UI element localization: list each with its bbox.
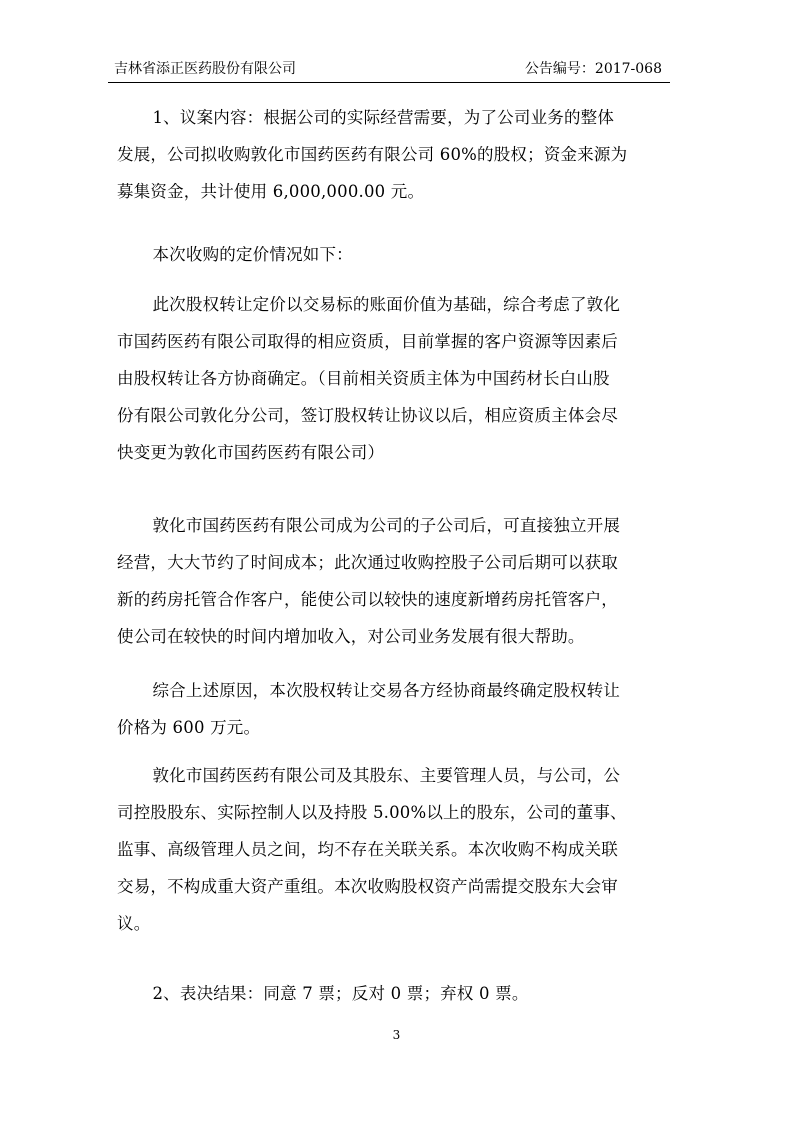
- text-line: 发展，公司拟收购敦化市国药医药有限公司 60%的股权；资金来源为: [117, 145, 628, 164]
- text-line: 价格为 600 万元。: [117, 718, 261, 737]
- page-number: 3: [392, 1028, 401, 1042]
- text-line: 2、表决结果：同意 7 票；反对 0 票；弃权 0 票。: [152, 984, 529, 1003]
- company-name: 吉林省添正医药股份有限公司: [114, 61, 296, 77]
- text-line: 监事、高级管理人员之间，均不存在关联关系。本次收购不构成关联: [117, 840, 618, 859]
- text-line: 募集资金，共计使用 6,000,000.00 元。: [117, 182, 425, 201]
- text-line: 使公司在较快的时间内增加收入，对公司业务发展有很大帮助。: [117, 627, 585, 646]
- text-line: 快变更为敦化市国药医药有限公司）: [117, 443, 385, 462]
- paragraph-subsidiary-benefits: [117, 507, 677, 655]
- paragraph-proposal-content: [117, 99, 677, 210]
- paragraph-related-parties: [117, 757, 677, 942]
- text-line: 议。: [117, 914, 151, 933]
- text-line: 份有限公司敦化分公司，签订股权转让协议以后，相应资质主体会尽: [117, 406, 618, 425]
- text-line: 市国药医药有限公司取得的相应资质，目前掌握的客户资源等因素后: [117, 332, 618, 351]
- paragraph-pricing-basis: [117, 286, 677, 471]
- text-line: 本次收购的定价情况如下：: [152, 245, 353, 264]
- text-line: 综合上述原因，本次股权转让交易各方经协商最终确定股权转让: [152, 681, 621, 700]
- paragraph-vote-result: [117, 975, 677, 1012]
- text-line: 新的药房托管合作客户，能使公司以较快的速度新增药房托管客户，: [117, 590, 618, 609]
- paragraph-pricing-intro: [117, 236, 677, 273]
- paragraph-final-price: [117, 672, 677, 746]
- text-line: 由股权转让各方协商确定。（目前相关资质主体为中国药材长白山股: [117, 369, 610, 388]
- text-line: 此次股权转让定价以交易标的账面价值为基础，综合考虑了敦化: [152, 295, 621, 314]
- page-header: [108, 58, 668, 80]
- notice-number: 公告编号：2017-068: [524, 61, 662, 77]
- text-line: 交易，不构成重大资产重组。本次收购股权资产尚需提交股东大会审: [117, 877, 618, 896]
- text-line: 敦化市国药医药有限公司成为公司的子公司后，可直接独立开展: [152, 516, 621, 535]
- text-line: 1、议案内容：根据公司的实际经营需要，为了公司业务的整体: [152, 108, 615, 127]
- text-line: 敦化市国药医药有限公司及其股东、主要管理人员，与公司，公: [152, 766, 621, 785]
- text-line: 司控股股东、实际控制人以及持股 5.00%以上的股东，公司的董事、: [117, 803, 627, 822]
- header-divider: [108, 82, 670, 83]
- text-line: 经营，大大节约了时间成本；此次通过收购控股子公司后期可以获取: [117, 553, 618, 572]
